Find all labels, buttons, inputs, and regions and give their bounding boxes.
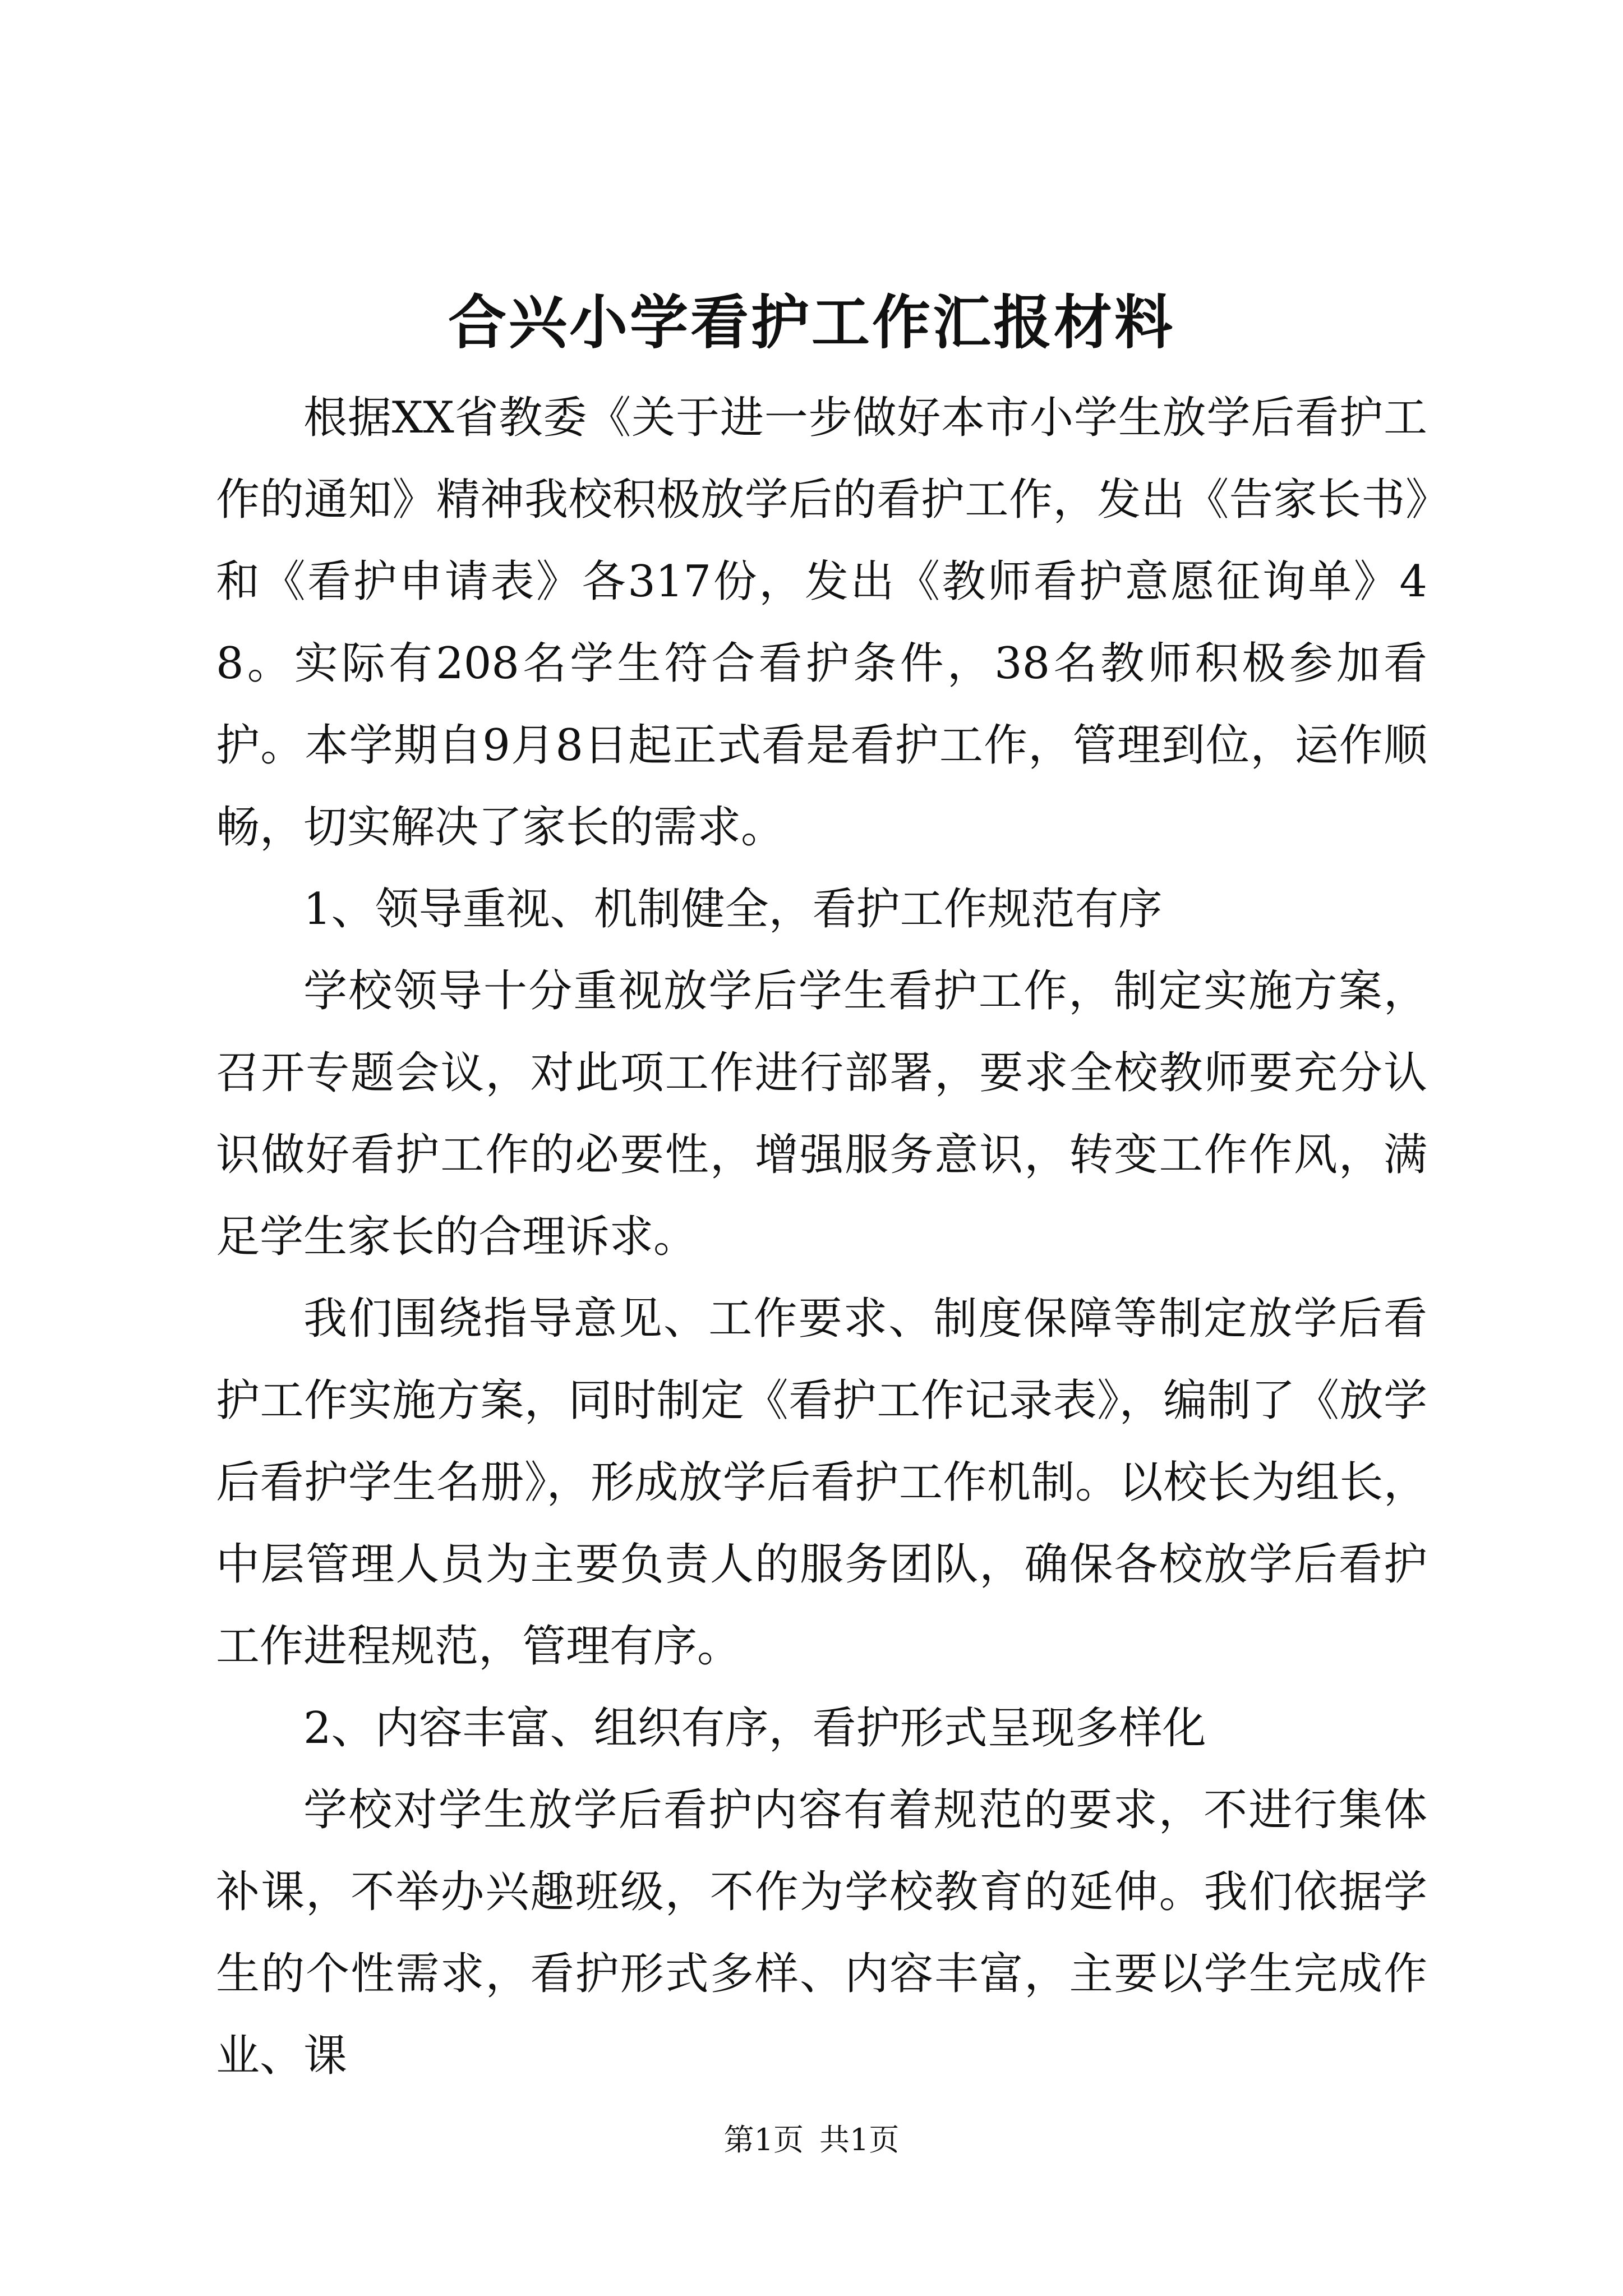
page-footer <box>0 2118 1623 2162</box>
paragraph-leadership: 学校领导十分重视放学后学生看护工作，制定实施方案，召开专题会议，对此项工作进行部署，要求全校教师要充分认识做好看护工作的必要性，增强服务意识，转变工作作风，满足学生家长的合理诉求。 <box>216 966 1427 1262</box>
paragraph-mechanism: 我们围绕指导意见、工作要求、制度保障等制定放学后看护工作实施方案，同时制定《看护工作记录表》，编制了《放学后看护学生名册》，形成放学后看护工作机制。以校长为组长，中层管理人员为主要负责人的服务团队，确保各校放学后看护工作进程规范，管理有序。 <box>216 1294 1427 1672</box>
page-total: 共1页 <box>819 2122 900 2157</box>
document-body <box>216 377 1427 2097</box>
paragraph-intro: 根据XX省教委《关于进一步做好本市小学生放学后看护工作的通知》精神我校积极放学后的看护工作，发出《告家长书》和《看护申请表》各317份，发出《教师看护意愿征询单》48。实际有208名学生符合看护条件，38名教师积极参加看护。本学期自9月8日起正式看是看护工作，管理到位，运作顺畅，切实解决了家长的需求。 <box>216 393 1427 853</box>
page-number: 第1页 <box>723 2122 804 2157</box>
paragraph-content: 学校对学生放学后看护内容有着规范的要求，不进行集体补课，不举办兴趣班级，不作为学校教育的延伸。我们依据学生的个性需求，看护形式多样、内容丰富，主要以学生完成作业、课 <box>216 1785 1427 2081</box>
section-heading-2: 2、内容丰富、组织有序，看护形式呈现多样化 <box>303 1703 1206 1754</box>
section-heading-1: 1、领导重视、机制健全，看护工作规范有序 <box>303 884 1163 935</box>
document-title: 合兴小学看护工作汇报材料 <box>448 288 1175 357</box>
